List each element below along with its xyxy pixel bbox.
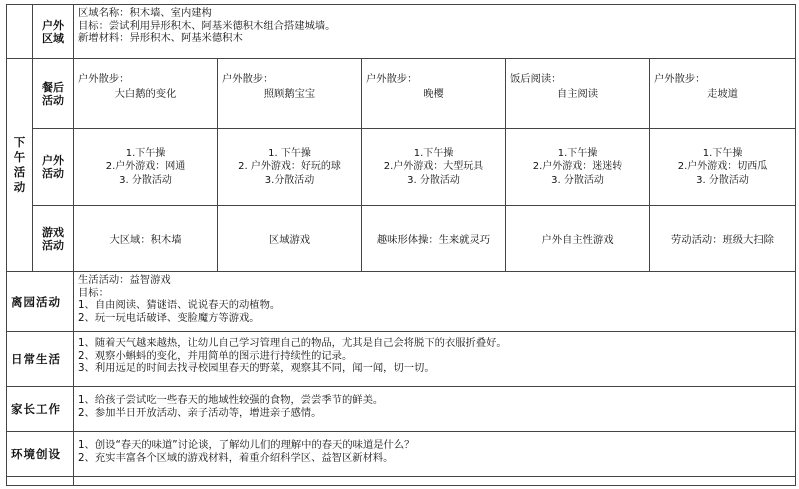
- games-label: 游戏 活动: [33, 206, 74, 272]
- trailing-cell-left: [7, 477, 74, 486]
- environment-content: 1、创设“春天的味道”讨论谈，了解幼儿们的理解中的春天的味道是什么？ 2、充实丰富各个区域的游戏材料，着重介绍科学区、益智区新材料。: [74, 432, 796, 477]
- daily-life-content: 1、随着天气越来越热，让幼儿自己学习管理自己的物品，尤其是自己会将脱下的衣服折叠好。 2、观察小蝌蚪的变化，并用简单的图示进行持续性的记录。 3、利用远足的时间去找寻校园里春天的野菜，观察其不同，闻一闻，切一切。: [74, 332, 796, 387]
- after-meal-label: 餐后 活动: [33, 59, 74, 129]
- outdoor-activity-label: 户外 活动: [33, 129, 74, 206]
- after-meal-cell-2: 户外散步： 照顾鹅宝宝: [218, 59, 362, 129]
- outdoor-zone-label: 户外 区域: [33, 5, 74, 59]
- games-row: [7, 206, 796, 272]
- games-cell-1: 大区域：积木墙: [74, 206, 218, 272]
- outdoor-activity-cell-1: 1.下午操 2.户外游戏：网通 3. 分散活动: [74, 129, 218, 206]
- parents-label: 家长工作: [7, 387, 74, 432]
- games-cell-4: 户外自主性游戏: [506, 206, 650, 272]
- outdoor-activity-cell-4: 1.下午操 2.户外游戏：迷迷转 3. 分散活动: [506, 129, 650, 206]
- after-meal-cell-3: 户外散步： 晚樱: [362, 59, 506, 129]
- outdoor-activity-cell-5: 1.下午操 2.户外游戏：切西瓜 3. 分散活动: [650, 129, 796, 206]
- outdoor-activity-cell-2: 1. 下午操 2. 户外游戏：好玩的球 3.分散活动: [218, 129, 362, 206]
- after-meal-row: [7, 59, 796, 129]
- outdoor-zone-content: 区域名称：积木墙、室内建构 目标：尝试利用异形积木、阿基米德积木组合搭建城墙。 新增材料：异形积木、阿基米德积木: [74, 5, 796, 59]
- leaving-row: [7, 272, 796, 332]
- outdoor-activity-cell-3: 1.下午操 2.户外游戏：大型玩具 3. 分散活动: [362, 129, 506, 206]
- blank-corner: [7, 5, 33, 59]
- leaving-content: 生活活动：益智游戏 目标： 1、自由阅读、猜谜语、说说春天的动植物。 2、玩一玩电话破译、变脸魔方等游戏。: [74, 272, 796, 332]
- afternoon-label: 下 午 活 动: [7, 59, 33, 272]
- daily-life-label: 日常生活: [7, 332, 74, 387]
- games-cell-2: 区域游戏: [218, 206, 362, 272]
- environment-row: [7, 432, 796, 477]
- environment-label: 环境创设: [7, 432, 74, 477]
- trailing-row: [7, 477, 796, 486]
- outdoor-activity-row: [7, 129, 796, 206]
- weekly-plan-table: [6, 4, 796, 486]
- games-cell-3: 趣味形体操：生来就灵巧: [362, 206, 506, 272]
- daily-life-row: [7, 332, 796, 387]
- after-meal-cell-1: 户外散步： 大白鹅的变化: [74, 59, 218, 129]
- trailing-cell-right: [74, 477, 796, 486]
- leaving-label: 离园活动: [7, 272, 74, 332]
- outdoor-zone-row: [7, 5, 796, 59]
- parents-content: 1、给孩子尝试吃一些春天的地域性较强的食物，尝尝季节的鲜美。 2、参加半日开放活动、亲子活动等，增进亲子感情。: [74, 387, 796, 432]
- after-meal-cell-4: 饭后阅读： 自主阅读: [506, 59, 650, 129]
- parents-row: [7, 387, 796, 432]
- games-cell-5: 劳动活动：班级大扫除: [650, 206, 796, 272]
- after-meal-cell-5: 户外散步： 走坡道: [650, 59, 796, 129]
